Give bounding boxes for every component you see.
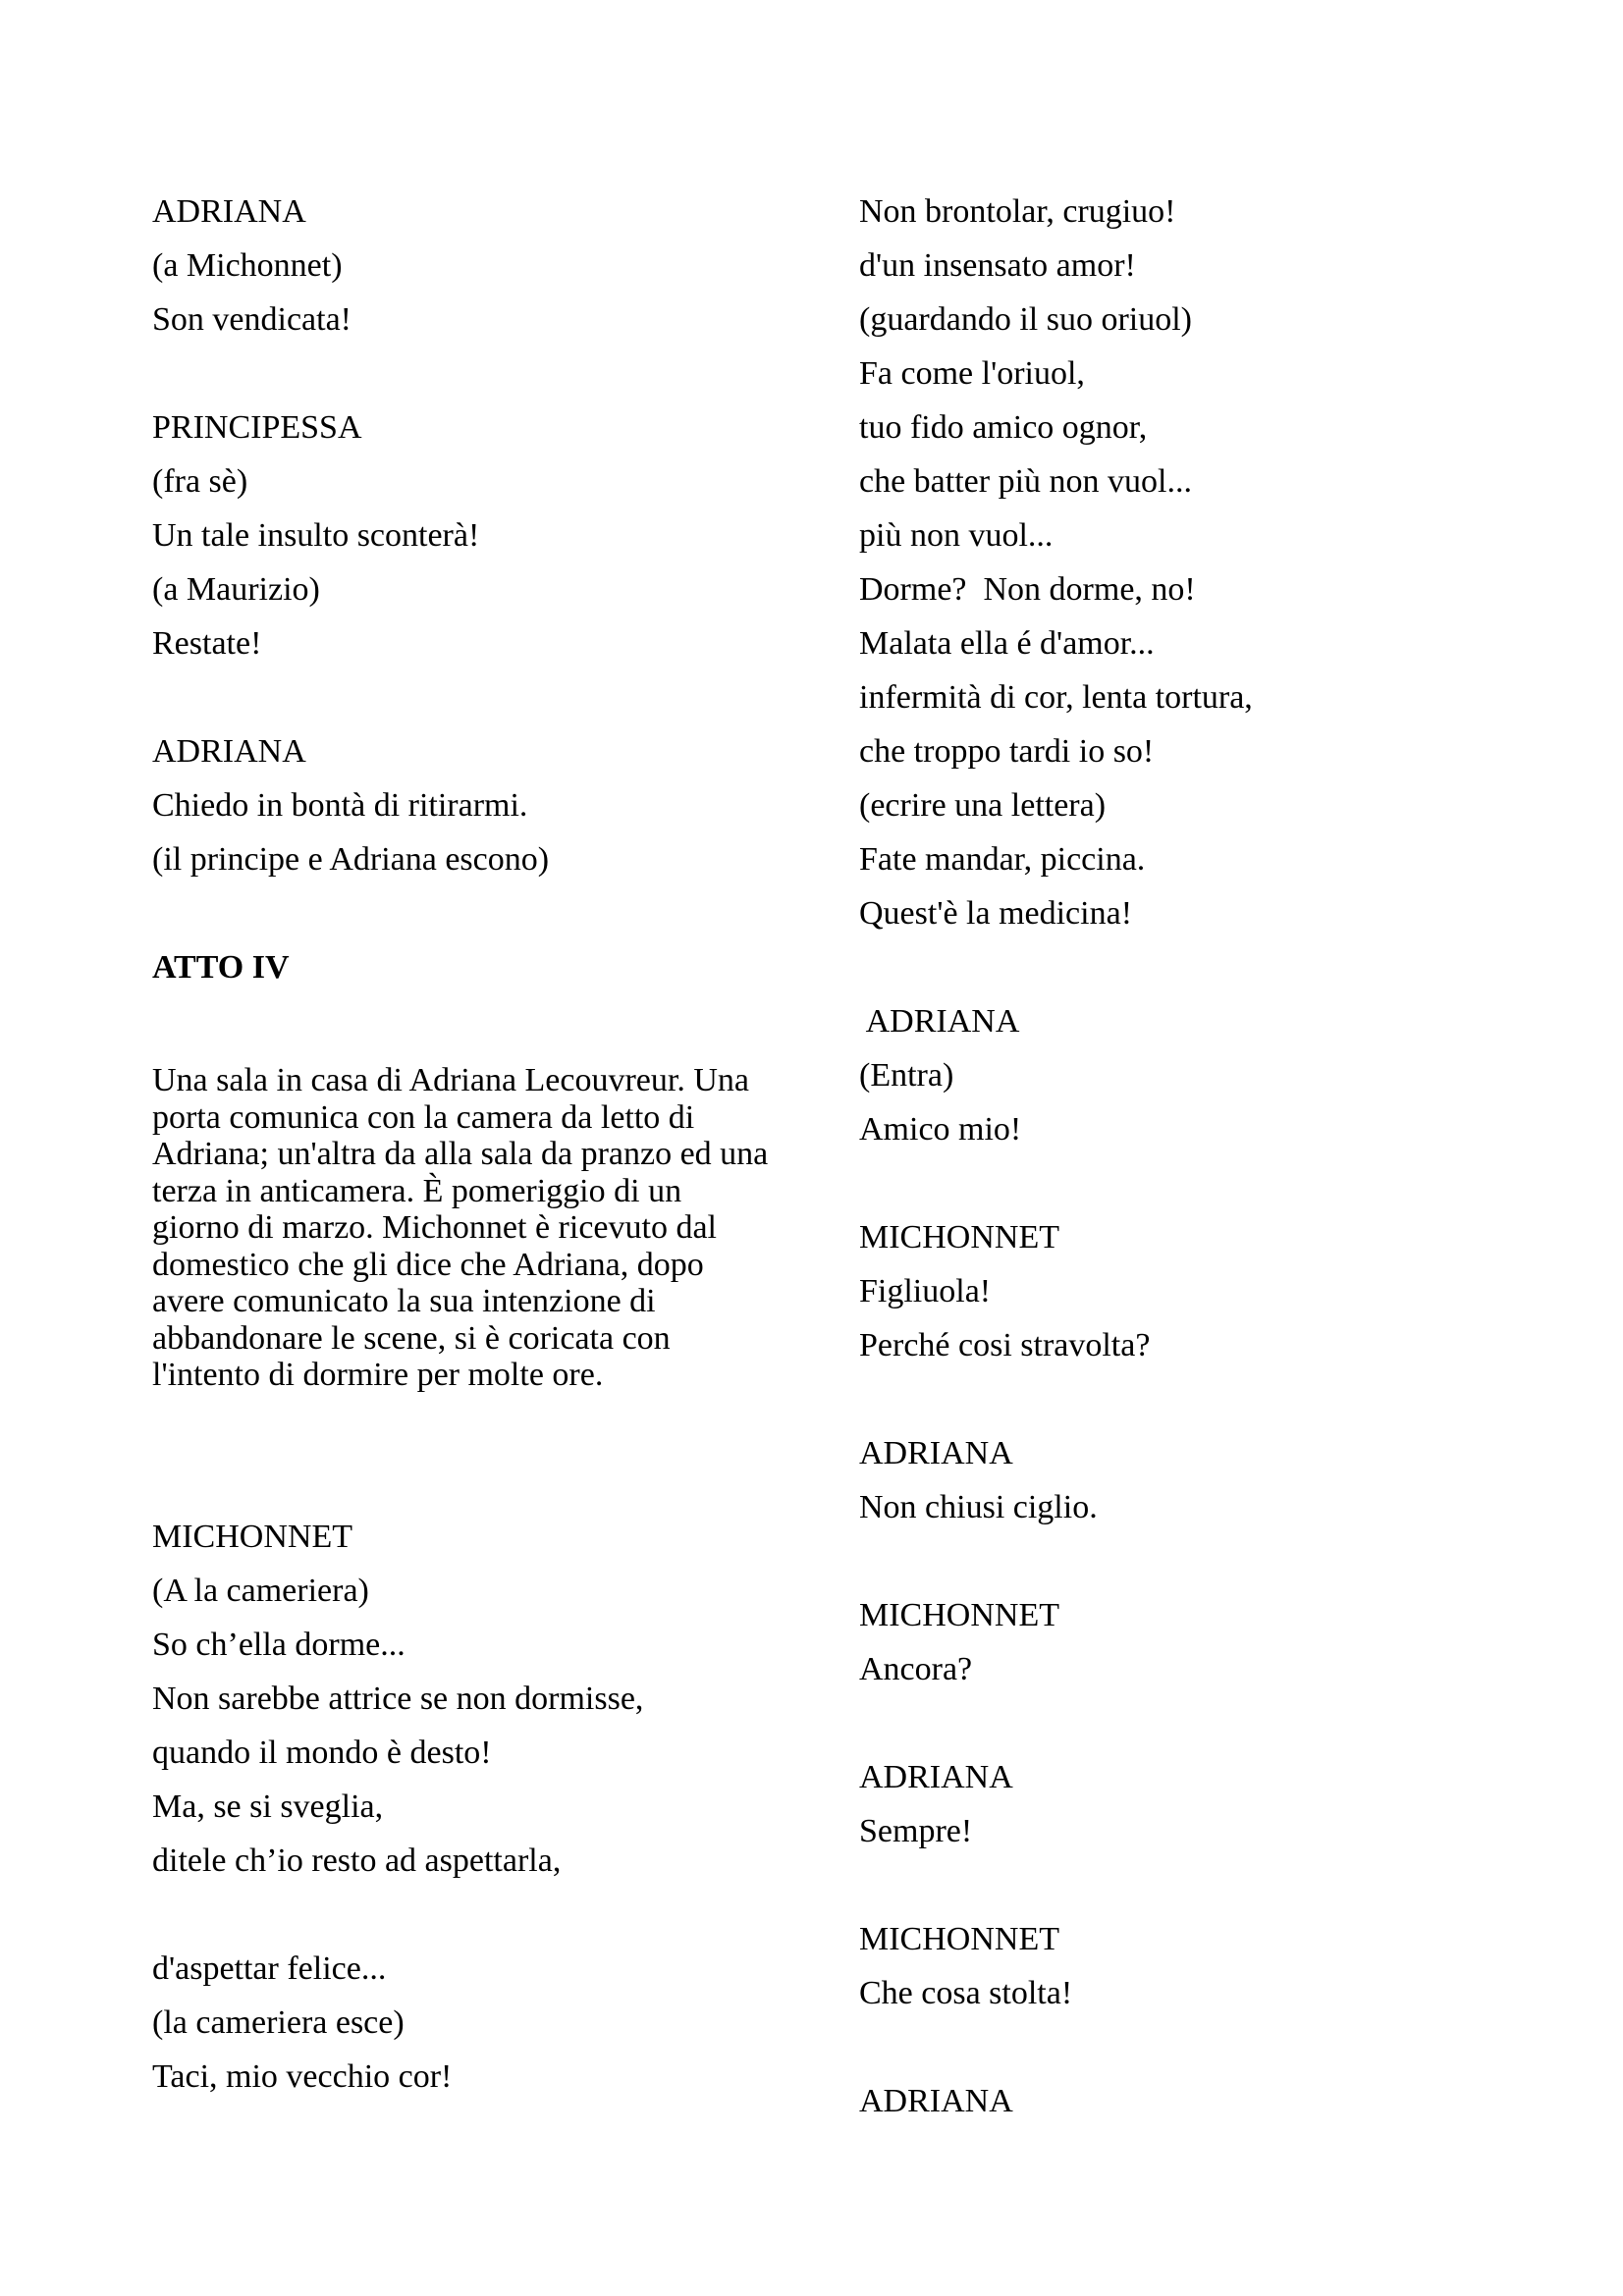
stage-direction-line: avere comunicato la sua intenzione di [152, 1283, 656, 1319]
character-name: ADRIANA [859, 2083, 1013, 2119]
dialogue-line: Un tale insulto sconterà! [152, 517, 480, 554]
dialogue-line: d'aspettar felice... [152, 1949, 387, 1987]
stage-direction-line: Una sala in casa di Adriana Lecouvreur. Una [152, 1062, 749, 1098]
vertical-gap [859, 2020, 860, 2074]
character-name: MICHONNET [859, 1597, 1059, 1633]
dialogue-line: Sempre! [859, 1813, 973, 1849]
stage-direction-line: abbandonare le scene, si è coricata con [152, 1319, 671, 1357]
dialogue-line: Restate! [152, 625, 262, 662]
dialogue-line: che batter più non vuol... [859, 463, 1192, 500]
dialogue-line: Son vendicata! [152, 301, 352, 338]
vertical-gap [859, 1156, 860, 1210]
character-name: MICHONNET [859, 1219, 1059, 1255]
dialogue-line: Figliuola! [859, 1273, 992, 1309]
vertical-gap [859, 940, 860, 994]
dialogue-line: Che cosa stolta! [859, 1975, 1073, 2011]
character-name: ADRIANA [859, 1435, 1013, 1471]
stage-direction-line: porta comunica con la camera da letto di [152, 1098, 695, 1136]
character-name: MICHONNET [859, 1921, 1059, 1957]
dialogue-line: Taci, mio vecchio cor! [152, 2057, 453, 2095]
vertical-gap [859, 1372, 860, 1426]
dialogue-line: So ch’ella dorme... [152, 1626, 406, 1663]
stage-direction-line: l'intento di dormire per molte ore. [152, 1357, 604, 1393]
dialogue-line: Quest'è la medicina! [859, 895, 1133, 932]
character-name: ADRIANA [152, 733, 306, 770]
dialogue-line: Ma, se si sveglia, [152, 1788, 384, 1825]
dialogue-line: (a Maurizio) [152, 571, 320, 608]
vertical-gap [152, 347, 153, 400]
right-text-column [859, 185, 1253, 2128]
dialogue-line: (fra sè) [152, 463, 248, 500]
dialogue-line: (il principe e Adriana escono) [152, 841, 550, 878]
dialogue-line: d'un insensato amor! [859, 247, 1136, 284]
dialogue-line: tuo fido amico ognor, [859, 409, 1148, 446]
stage-direction-line: domestico che gli dice che Adriana, dopo [152, 1246, 704, 1283]
dialogue-line: (guardando il suo oriuol) [859, 301, 1192, 338]
dialogue-line: infermità di cor, lenta tortura, [859, 679, 1253, 716]
dialogue-line: (Entra) [859, 1057, 954, 1094]
dialogue-line: che troppo tardi io so! [859, 733, 1155, 770]
dialogue-line: più non vuol... [859, 517, 1054, 554]
stage-direction-paragraph [152, 1062, 768, 1394]
dialogue-line: Malata ella é d'amor... [859, 625, 1155, 662]
vertical-gap [152, 1394, 153, 1510]
dialogue-line: ditele ch’io resto ad aspettarla, [152, 1842, 562, 1879]
stage-direction-line: terza in anticamera. È pomeriggio di un [152, 1172, 682, 1209]
dialogue-line: Ancora? [859, 1651, 973, 1687]
dialogue-line: (la cameriera esce) [152, 2003, 405, 2041]
vertical-gap [152, 886, 153, 940]
dialogue-line: Non brontolar, crugiuo! [859, 193, 1176, 230]
dialogue-line: quando il mondo è desto! [152, 1734, 492, 1771]
dialogue-line: (ecrire una lettera) [859, 787, 1107, 824]
left-text-column [152, 185, 768, 2104]
character-name: ADRIANA [859, 1003, 1020, 1040]
character-name: MICHONNET [152, 1518, 352, 1555]
character-name: ADRIANA [859, 1759, 1013, 1795]
vertical-gap [152, 670, 153, 724]
dialogue-line: Fate mandar, piccina. [859, 841, 1146, 878]
dialogue-line: Non chiusi ciglio. [859, 1489, 1098, 1525]
dialogue-line: Chiedo in bontà di ritirarmi. [152, 787, 528, 824]
vertical-gap [859, 1858, 860, 1912]
dialogue-line: Fa come l'oriuol, [859, 355, 1085, 392]
stage-direction-line: giorno di marzo. Michonnet è ricevuto dal [152, 1209, 717, 1246]
dialogue-line: Dorme? Non dorme, no! [859, 571, 1196, 608]
stage-direction-line: Adriana; un'altra da alla sala da pranzo ed una [152, 1136, 769, 1172]
dialogue-line: Perché cosi stravolta? [859, 1327, 1151, 1363]
character-name: ADRIANA [152, 193, 306, 230]
vertical-gap [152, 1888, 153, 1942]
vertical-gap [859, 1534, 860, 1588]
vertical-gap [859, 1696, 860, 1750]
dialogue-line: Non sarebbe attrice se non dormisse, [152, 1680, 644, 1717]
character-name: PRINCIPESSA [152, 409, 362, 446]
dialogue-line: (A la cameriera) [152, 1572, 369, 1609]
vertical-gap [152, 994, 153, 1048]
dialogue-line: Amico mio! [859, 1111, 1022, 1148]
act-heading: ATTO IV [152, 949, 290, 986]
dialogue-line: (a Michonnet) [152, 247, 343, 284]
